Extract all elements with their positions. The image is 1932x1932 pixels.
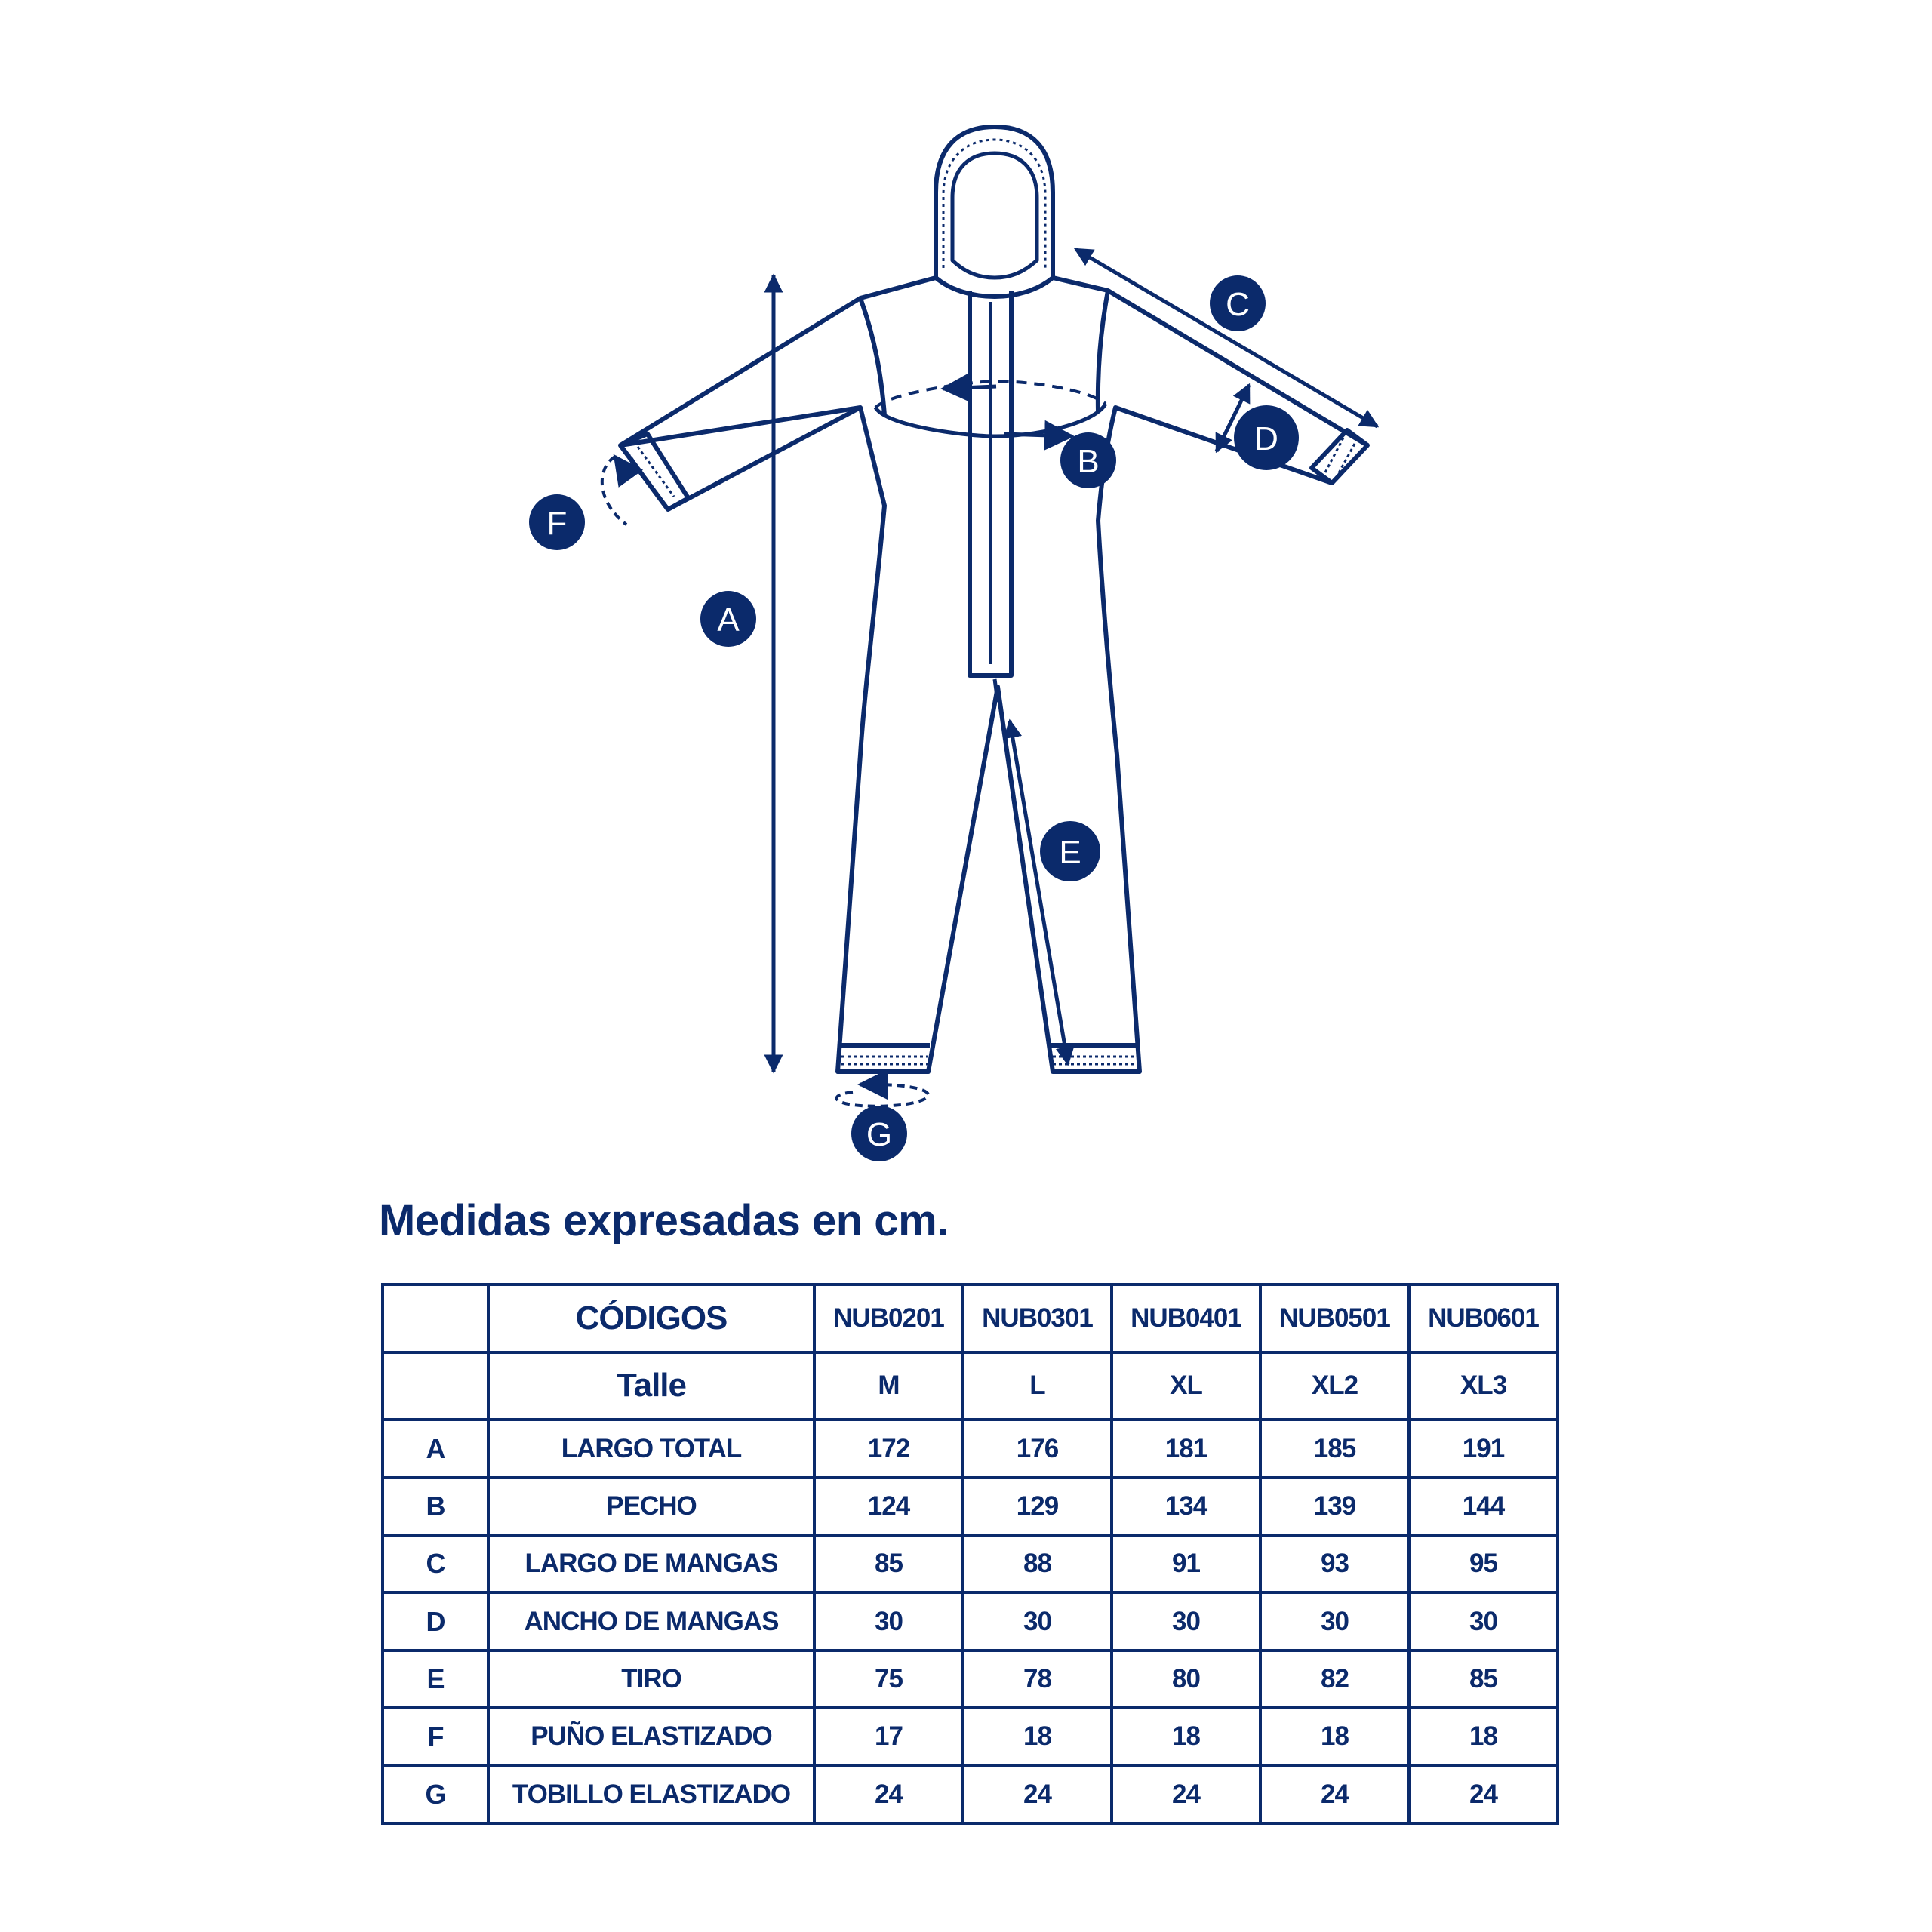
codes-header: CÓDIGOS: [488, 1284, 814, 1352]
value-cell: 181: [1112, 1420, 1260, 1477]
sizes-row: [383, 1352, 1558, 1420]
empty-cell: [383, 1284, 488, 1352]
svg-text:F: F: [546, 505, 568, 542]
table-row: [383, 1592, 1558, 1650]
svg-text:C: C: [1226, 286, 1250, 323]
codes-row: [383, 1284, 1558, 1352]
row-letter: F: [383, 1708, 488, 1765]
value-cell: 24: [1112, 1766, 1260, 1823]
right-shoulder-seam: [1098, 291, 1108, 411]
marker-f: [529, 494, 585, 550]
code-cell: NUB0401: [1112, 1284, 1260, 1352]
value-cell: 30: [963, 1592, 1112, 1650]
row-label: PUÑO ELASTIZADO: [488, 1708, 814, 1765]
value-cell: 24: [1260, 1766, 1409, 1823]
value-cell: 91: [1112, 1535, 1260, 1592]
size-header: Talle: [488, 1352, 814, 1420]
row-letter: G: [383, 1766, 488, 1823]
value-cell: 78: [963, 1651, 1112, 1708]
svg-text:D: D: [1254, 420, 1278, 457]
svg-text:E: E: [1059, 834, 1081, 871]
table-row: [383, 1420, 1558, 1477]
value-cell: 172: [814, 1420, 963, 1477]
value-cell: 191: [1409, 1420, 1558, 1477]
units-caption: Medidas expresadas en cm.: [379, 1196, 949, 1245]
value-cell: 176: [963, 1420, 1112, 1477]
value-cell: 129: [963, 1478, 1112, 1535]
value-cell: 124: [814, 1478, 963, 1535]
value-cell: 24: [814, 1766, 963, 1823]
row-label: PECHO: [488, 1478, 814, 1535]
row-letter: A: [383, 1420, 488, 1477]
size-cell: XL3: [1409, 1352, 1558, 1420]
empty-cell: [383, 1352, 488, 1420]
marker-e: [1040, 821, 1100, 881]
arrow-b-back: [943, 386, 996, 389]
row-label: TIRO: [488, 1651, 814, 1708]
markers: [529, 275, 1299, 1161]
row-letter: B: [383, 1478, 488, 1535]
value-cell: 24: [963, 1766, 1112, 1823]
code-cell: NUB0501: [1260, 1284, 1409, 1352]
value-cell: 75: [814, 1651, 963, 1708]
hood-elastic: [943, 140, 1045, 268]
arrow-c: [1075, 249, 1377, 426]
svg-text:A: A: [717, 601, 740, 638]
hood-opening: [952, 153, 1037, 278]
marker-g: [851, 1106, 907, 1161]
arrow-f: [602, 457, 626, 525]
svg-text:B: B: [1077, 443, 1100, 480]
size-table: [381, 1283, 1559, 1825]
size-cell: XL: [1112, 1352, 1260, 1420]
value-cell: 30: [1409, 1592, 1558, 1650]
value-cell: 30: [1260, 1592, 1409, 1650]
table-row: [383, 1766, 1558, 1823]
value-cell: 88: [963, 1535, 1112, 1592]
value-cell: 85: [1409, 1651, 1558, 1708]
value-cell: 95: [1409, 1535, 1558, 1592]
marker-c: [1210, 275, 1266, 331]
value-cell: 30: [1112, 1592, 1260, 1650]
value-cell: 85: [814, 1535, 963, 1592]
table-row: [383, 1651, 1558, 1708]
row-label: LARGO DE MANGAS: [488, 1535, 814, 1592]
value-cell: 24: [1409, 1766, 1558, 1823]
value-cell: 18: [1409, 1708, 1558, 1765]
value-cell: 185: [1260, 1420, 1409, 1477]
table-row: [383, 1708, 1558, 1765]
row-label: TOBILLO ELASTIZADO: [488, 1766, 814, 1823]
row-letter: E: [383, 1651, 488, 1708]
left-shoulder-seam: [860, 298, 884, 415]
value-cell: 80: [1112, 1651, 1260, 1708]
marker-a: [700, 591, 756, 647]
row-letter: C: [383, 1535, 488, 1592]
svg-text:G: G: [866, 1116, 893, 1153]
code-cell: NUB0201: [814, 1284, 963, 1352]
marker-b: [1060, 432, 1116, 488]
value-cell: 17: [814, 1708, 963, 1765]
size-cell: L: [963, 1352, 1112, 1420]
value-cell: 18: [1112, 1708, 1260, 1765]
value-cell: 139: [1260, 1478, 1409, 1535]
value-cell: 18: [1260, 1708, 1409, 1765]
table-row: [383, 1535, 1558, 1592]
value-cell: 18: [963, 1708, 1112, 1765]
arrow-g: [837, 1084, 928, 1106]
code-cell: NUB0301: [963, 1284, 1112, 1352]
arrow-b-front: [1004, 434, 1072, 436]
row-letter: D: [383, 1592, 488, 1650]
value-cell: 82: [1260, 1651, 1409, 1708]
arrow-e: [1010, 721, 1068, 1064]
code-cell: NUB0601: [1409, 1284, 1558, 1352]
marker-d: [1234, 405, 1299, 470]
size-cell: XL2: [1260, 1352, 1409, 1420]
value-cell: 30: [814, 1592, 963, 1650]
size-cell: M: [814, 1352, 963, 1420]
table-row: [383, 1478, 1558, 1535]
row-label: ANCHO DE MANGAS: [488, 1592, 814, 1650]
value-cell: 93: [1260, 1535, 1409, 1592]
value-cell: 144: [1409, 1478, 1558, 1535]
value-cell: 134: [1112, 1478, 1260, 1535]
row-label: LARGO TOTAL: [488, 1420, 814, 1477]
